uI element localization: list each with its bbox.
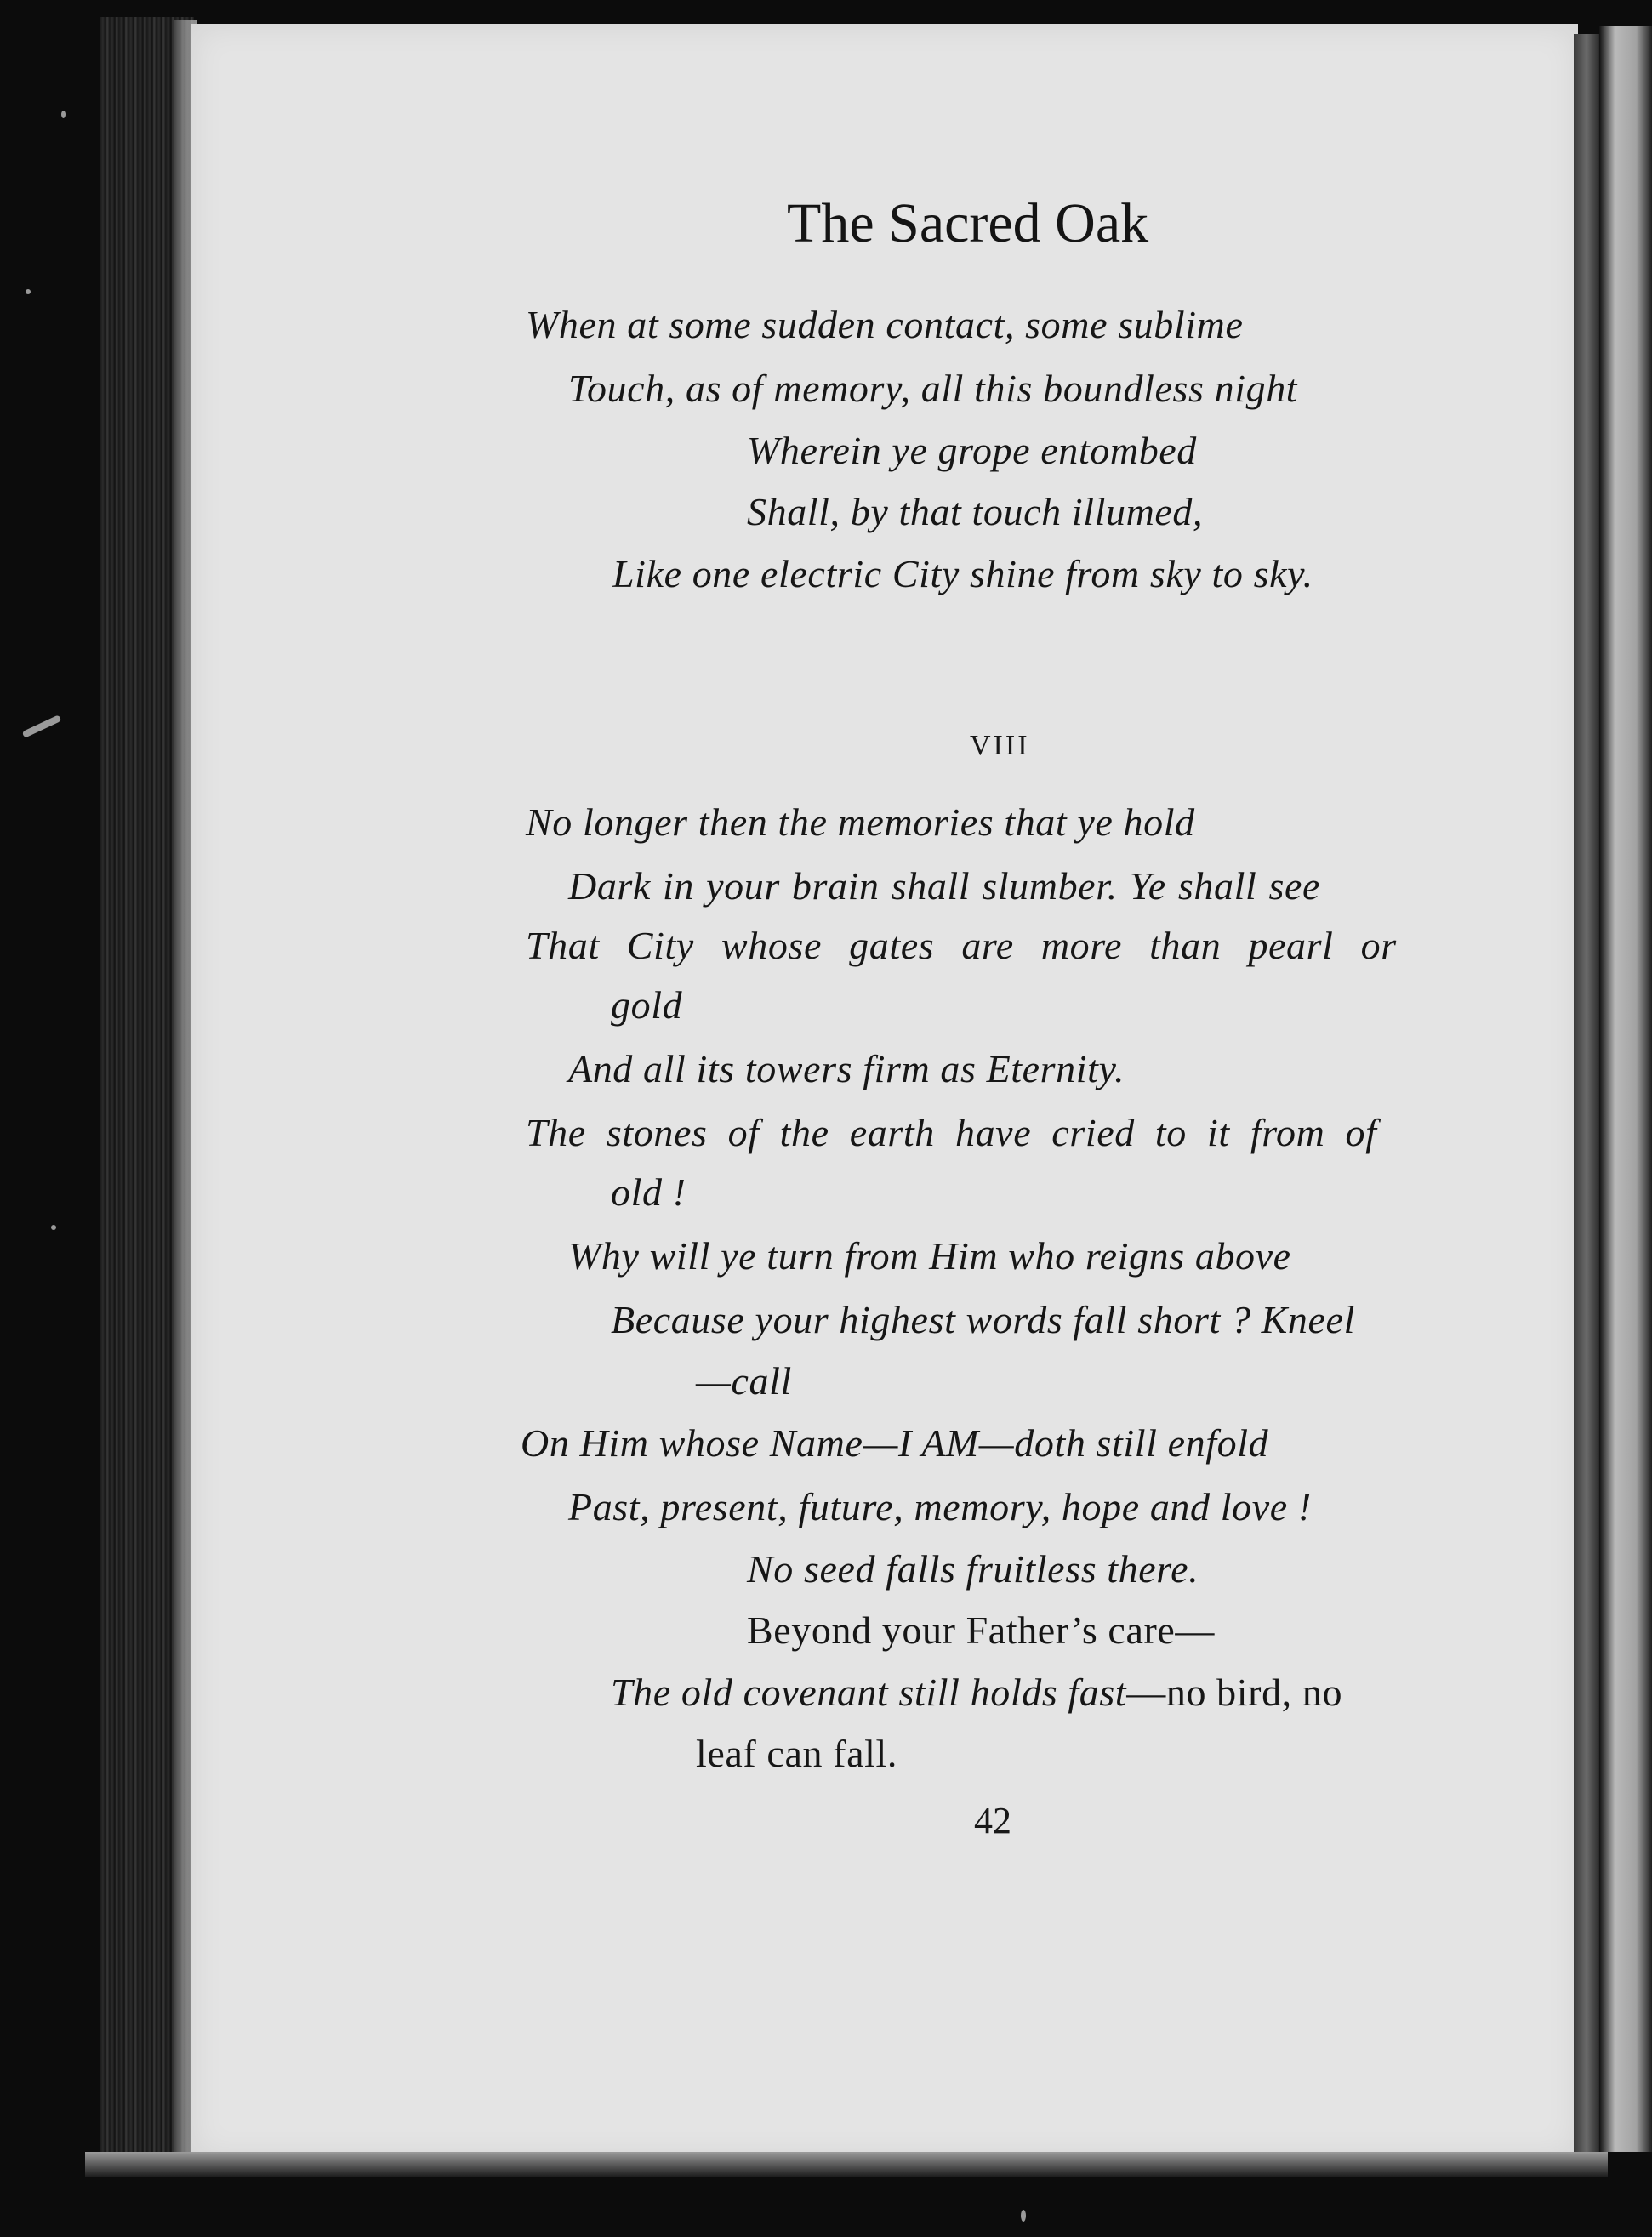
poem-line: No longer then the memories that ye hold bbox=[526, 800, 1195, 844]
poem-line: old ! bbox=[611, 1170, 686, 1214]
poem-line: No seed falls fruitless there. bbox=[747, 1547, 1199, 1591]
poem-line: Wherein ye grope entombed bbox=[747, 429, 1197, 472]
dust-speck bbox=[22, 714, 62, 738]
section-number: VIII bbox=[970, 730, 1030, 761]
poem-line: On Him whose Name—I AM—doth still enfold bbox=[521, 1421, 1269, 1465]
poem-line: Why will ye turn from Him who reigns above bbox=[568, 1234, 1291, 1278]
page-number: 42 bbox=[974, 1800, 1011, 1841]
bottom-page-edge bbox=[85, 2152, 1608, 2177]
poem-line: Past, present, future, memory, hope and love ! bbox=[568, 1485, 1312, 1528]
poem-line: Beyond your Father’s care— bbox=[747, 1608, 1215, 1652]
running-head: The Sacred Oak bbox=[787, 192, 1149, 254]
poem-line: Like one electric City shine from sky to sky. bbox=[612, 552, 1313, 595]
poem-line-italic-part: The old covenant still holds fast bbox=[611, 1671, 1127, 1714]
poem-line: gold bbox=[611, 983, 683, 1027]
dust-speck bbox=[61, 111, 66, 118]
dust-speck bbox=[26, 289, 31, 294]
poem-line: And all its towers firm as Eternity. bbox=[568, 1047, 1125, 1090]
poem-line-roman-part: —no bird, no bbox=[1126, 1671, 1343, 1714]
poem-line: —call bbox=[696, 1359, 792, 1403]
poem-line: That City whose gates are more than pearl or bbox=[526, 924, 1397, 967]
dust-speck bbox=[51, 1225, 56, 1230]
dust-speck bbox=[1021, 2210, 1026, 2222]
poem-line: When at some sudden contact, some sublime bbox=[526, 303, 1244, 346]
poem-line: Shall, by that touch illumed, bbox=[747, 490, 1204, 533]
facing-page-strip bbox=[1599, 26, 1652, 2152]
poem-line bbox=[611, 1670, 1342, 1715]
poem-line: The stones of the earth have cried to it from of bbox=[526, 1111, 1377, 1154]
poem-line: Because your highest words fall short ? Kneel bbox=[611, 1298, 1355, 1341]
poem-line: Dark in your brain shall slumber. Ye shall see bbox=[568, 864, 1320, 908]
poem-line: leaf can fall. bbox=[696, 1732, 897, 1775]
right-page-edge bbox=[1574, 34, 1599, 2152]
poem-line: Touch, as of memory, all this boundless night bbox=[568, 367, 1298, 410]
